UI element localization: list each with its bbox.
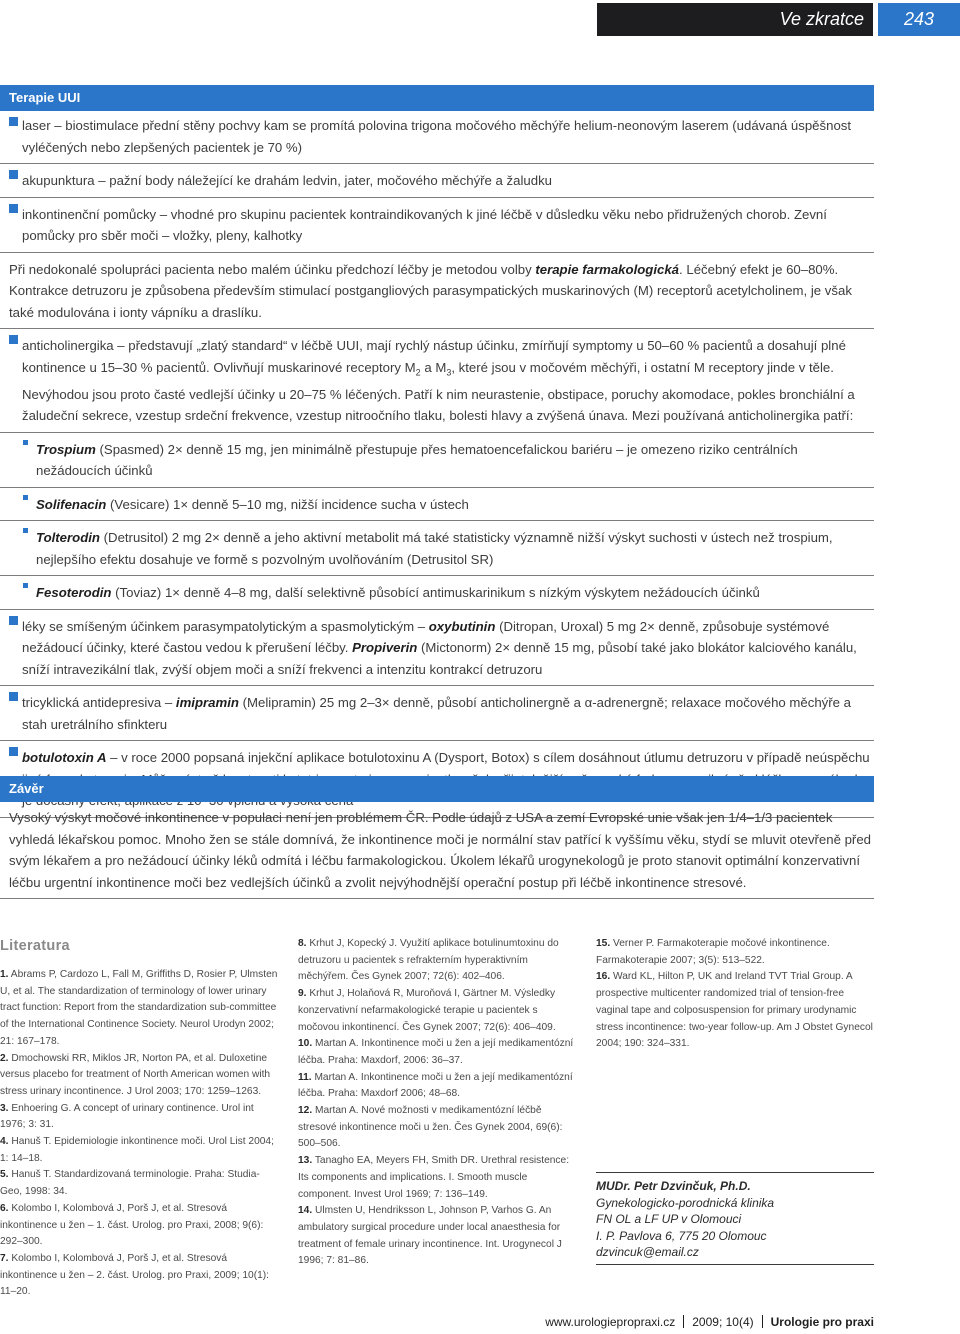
reference-item: 8. Krhut J, Kopecký J. Využití aplikace botulinumtoxinu do detruzoru u pacientek s refrakterním hyperaktivním měchýřem. Čes Gynek 2007; 72(6): 402–406. xyxy=(298,938,559,983)
reference-item: 1. Abrams P, Cardozo L, Fall M, Griffiths D, Rosier P, Ulmsten U, et al. The standardization of terminology of lower urinary tract function: Report from the standardization sub-committee of the International Continence Society. Neurol Urodyn 2002; 21: 167–178. xyxy=(0,969,278,1047)
author-email[interactable]: dzvincuk@email.cz xyxy=(596,1245,699,1260)
divider xyxy=(683,1315,684,1328)
literature-column-2 xyxy=(298,936,578,1270)
reference-item: 7. Kolombo I, Kolombová J, Porš J, et al. Stresová inkontinence u žen – 2. část. Urolog. pro Praxi, 2009; 10(1): 11–20. xyxy=(0,1252,269,1298)
reference-item: 4. Hanuš T. Epidemiologie inkontinence moči. Urol List 2004; 1: 14–18. xyxy=(0,1136,274,1164)
author-block xyxy=(596,1172,874,1265)
literature-column-1 xyxy=(0,936,280,1301)
bullet-square-icon xyxy=(23,495,28,500)
author-affiliation: Gynekologicko-porodnická klinika xyxy=(596,1195,775,1210)
reference-item: 5. Hanuš T. Standardizovaná terminologie. Praha: Studia-Geo, 1998: 34. xyxy=(0,1169,260,1198)
list-item: anticholinergika – představují „zlatý standard“ v léčbě UUI, mají rychlý nástup účinku, zmírňují symptomy u 50–60 % pacientů a dosahují plné kontinence u 15–30 % pacientů. Ovlivňují muskarinové receptory $M_2$ a $M_3$, které jsou v močovém měchýři, i ostatní M receptory jinde v těle. Nevýhodou jsou proto časté vedlejší účinky u 20–75 % léčených. Patří k nim neurastenie, obstipace, poruchy akomodace, pokles bronchiální a žaludeční sekrece, vzestup srdeční frekvence, vzestup nitroočního tlaku, bolesti hlavy a zvýšená únava. Mezi používaná anticholinergika patří: xyxy=(0,329,874,433)
therapy-box xyxy=(0,85,874,818)
reference-item: 12. Martan A. Nové možnosti v medikamentózní léčbě stresové inkontinence moči u žen. Čes Gynek 2004, 69(6): 500–506. xyxy=(298,1105,563,1150)
list-item: laser – biostimulace přední stěny pochvy kam se promítá polovina trigona močového měchýře helium-neonovým laserem (udávaná úspěšnost vyléčených nebo zlepšených pacientek je 70 %) xyxy=(0,111,874,164)
paragraph: Při nedokonalé spolupráci pacienta nebo malém účinku předchozí léčby je metodou volby terapie farmakologická. Léčebný efekt je 60–80%. Kontrakce detruzoru je způsobena především stimulací postgangliových parasympatických muskarinových (M) receptorů acetylcholinem, je však také modulována i ionty vápníku a draslíku. xyxy=(0,253,874,330)
list-item: akupunktura – pažní body náležející ke drahám ledvin, jater, močového měchýře a žaludku xyxy=(0,164,874,198)
reference-item: 2. Dmochowski RR, Miklos JR, Norton PA, et al. Duloxetine versus placebo for treatment of North American women with stress urinary incontinence. J Urol 2003; 170: 1259–1263. xyxy=(0,1052,271,1097)
author-address: I. P. Pavlova 6, 775 20 Olomouc xyxy=(596,1228,767,1243)
bullet-square-icon xyxy=(9,170,18,179)
section-label: Ve zkratce xyxy=(597,3,873,36)
footer xyxy=(545,1314,874,1330)
list-item: léky se smíšeným účinkem parasympatolytickým a spasmolytickým – oxybutinin (Ditropan, Uroxal) 5 mg 2× denně, způsobuje systémové nežádoucí účinky, které častou vedou k přerušení léčby. Propiverin (Mictonorm) 2× denně 15 mg, působí také jako blokátor kalciového kanálu, sníží intravezikální tlak, zvýší objem moči a sníží frekvenci a intenzitu kontrakcí detruzoru xyxy=(0,610,874,687)
bullet-square-icon xyxy=(23,440,28,445)
bullet-square-icon xyxy=(9,335,18,344)
bullet-square-icon xyxy=(9,204,18,213)
page-number: 243 xyxy=(878,3,960,36)
bullet-square-icon xyxy=(9,692,18,701)
literature-column-3 xyxy=(596,936,874,1053)
reference-item: 6. Kolombo I, Kolombová J, Porš J, et al. Stresová inkontinence u žen – 1. část. Urolog. pro Praxi, 2008; 9(6): 292–300. xyxy=(0,1202,264,1248)
reference-item: 14. Ulmsten U, Hendriksson L, Johnson P, Varhos G. An ambulatory surgical procedure under local anaesthesia for treatment of female urinary incontinence. Int. Urogynecol J 1996; 7: 81–86. xyxy=(298,1205,562,1267)
sub-list-item: Trospium (Spasmed) 2× denně 15 mg, jen minimálně přestupuje přes hematoencefalickou bariéru – je omezeno riziko centrálních nežádoucích účinků xyxy=(0,433,874,488)
conclusion-title: Závěr xyxy=(0,776,874,802)
bullet-square-icon xyxy=(9,117,18,126)
reference-item: 16. Ward KL, Hilton P, UK and Ireland TVT Trial Group. A prospective multicenter randomized trial of tension-free vaginal tape and colposuspension for primary urodynamic stress incontinence: two-year follow-up. Am J Obstet Gynecol 2004; 190: 324–331. xyxy=(596,971,873,1050)
reference-item: 3. Enhoering G. A concept of urinary continence. Urol int 1976; 3: 31. xyxy=(0,1102,254,1131)
reference-item: 15. Verner P. Farmakoterapie močové inkontinence. Farmakoterapie 2007; 3(5): 513–522. xyxy=(596,938,830,966)
list-item: inkontinenční pomůcky – vhodné pro skupinu pacientek kontraindikovaných k jiné léčbě v důsledku věku nebo přidružených chorob. Zevní pomůcky pro sběr moči – vložky, pleny, kalhotky xyxy=(0,198,874,253)
journal-url[interactable]: www.urologiepropraxi.cz xyxy=(545,1315,676,1329)
list-item: botulotoxin A – v roce 2000 popsaná injekční aplikace botulotoxinu A (Dysport, Botox) s cílem dosáhnout útlumu detruzoru v případě neúspěchu xyxy=(0,741,874,818)
sub-list-item: Solifenacin (Vesicare) 1× denně 5–10 mg, nižší incidence sucha v ústech xyxy=(0,488,874,522)
issue-info: 2009; 10(4) xyxy=(692,1315,754,1329)
bullet-square-icon xyxy=(9,747,18,756)
list-item: tricyklická antidepresiva – imipramin (Melipramin) 25 mg 2–3× denně, působí anticholinergně a α-adrenergně; relaxace močového měchýře a stah uretrálního sfinkteru xyxy=(0,686,874,741)
sub-list-item: Tolterodin (Detrusitol) 2 mg 2× denně a jeho aktivní metabolit má také statisticky významně nižší výskyt suchosti v ústech než trospium, nejlepšího efektu dosahuje ve formě s pozvolným uvolňováním (Detrusitol SR) xyxy=(0,521,874,576)
literature-title: Literatura xyxy=(0,938,70,954)
bullet-square-icon xyxy=(9,616,18,625)
divider xyxy=(762,1315,763,1328)
sub-list-item: Fesoterodin (Toviaz) 1× denně 4–8 mg, další selektivně působící antimuskarinikum s nízkým výskytem nežádoucích účinků xyxy=(0,576,874,610)
reference-item: 9. Krhut J, Holaňová R, Muroňová I, Gärtner M. Výsledky konzervativní nefarmakologické terapie u pacientek s močovou inkontinencí. Čes Gynek 2007; 72(6): 406–409. xyxy=(298,988,556,1033)
author-name: MUDr. Petr Dzvinčuk, Ph.D. xyxy=(596,1179,751,1193)
bullet-square-icon xyxy=(23,583,28,588)
reference-item: 13. Tanagho EA, Meyers FH, Smith DR. Urethral resistence: Its components and implications. I. Smooth muscle component. Invest Urol 1969; 7: 136–149. xyxy=(298,1155,570,1200)
bullet-square-icon xyxy=(23,528,28,533)
author-affiliation: FN OL a LF UP v Olomouci xyxy=(596,1212,742,1227)
conclusion-box xyxy=(0,776,874,899)
therapy-title: Terapie UUI xyxy=(0,85,874,111)
reference-item: 11. Martan A. Inkontinence moči u žen a její medikamentózní léčba. Praha: Maxdorf 2006; 48–68. xyxy=(298,1071,573,1100)
paragraph: Vysoký výskyt močové inkontinence v populaci není jen problémem ČR. Podle údajů z USA a zemí Evropské unie však jen 1/4–1/3 pacientek vyhledá lékařskou pomoc. Mnoho žen se stále domnívá, že inkontinence moči je normální stav patřící k vyššímu věku, stydí se mluvit otevřeně před svým lékařem a pro nežádoucí účinky léků odmítá i léčbu farmakologickou. Úkolem lékařů urogynekologů je proto stanovit optimální konzervativní léčbu urgentní inkontinence moči bez vedlejších účinků a zvolit nejvýhodnější operační postup při léčbě inkontinence stresové. xyxy=(0,802,874,899)
reference-item: 10. Martan A. Inkontinence moči u žen a její medikamentózní léčba. Praha: Maxdorf, 2006: 36–37. xyxy=(298,1038,574,1066)
journal-name: Urologie pro praxi xyxy=(770,1315,874,1329)
